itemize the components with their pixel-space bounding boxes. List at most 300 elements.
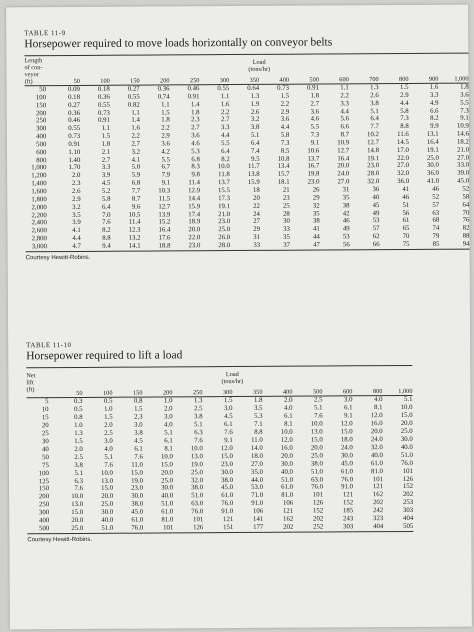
table-cell: 1.8	[460, 83, 469, 91]
table-cell: 12.7	[367, 139, 380, 147]
table-cell: 7.0	[102, 211, 111, 219]
table-cell: 27	[253, 218, 261, 226]
table-cell: 23	[282, 194, 290, 202]
table-cell: 17.4	[188, 210, 201, 218]
table-cell: 1.5	[400, 83, 409, 92]
table-cell: 303	[402, 507, 414, 515]
table-cell: 5.8	[101, 195, 111, 203]
table-number: TABLE 11-10	[26, 341, 72, 350]
table-cell: 30.0	[400, 435, 413, 443]
table-cell: 15.0	[101, 485, 114, 493]
table-cell: 2.9	[161, 132, 170, 140]
column-header: 1,000	[398, 387, 413, 396]
table-cell: 12.0	[280, 436, 293, 444]
table-cell: 10.3	[158, 187, 171, 195]
table-cell: 31	[253, 233, 261, 241]
table-cell: 33	[253, 241, 261, 249]
column-header: 600	[342, 388, 353, 396]
table-cell: 8.2	[102, 226, 111, 235]
row-label: 125	[38, 477, 50, 485]
table-cell: 42	[342, 209, 350, 217]
table-cell: 3.6	[460, 91, 469, 99]
table-cell: 18.1	[277, 178, 290, 186]
table-cell: 121	[223, 516, 234, 524]
table-cell: 11.4	[188, 179, 201, 187]
table-cell: 7.4	[251, 147, 260, 155]
table-cell: 1.9	[250, 100, 260, 108]
table-cell: 126	[312, 499, 324, 507]
table-cell: 37	[283, 241, 291, 249]
table-cell: 5.0	[131, 164, 141, 172]
table-cell: 28.0	[367, 170, 380, 178]
table-cell: 11.4	[128, 218, 141, 227]
table-cell: 2.0	[104, 421, 113, 429]
table-cell: 6.1	[224, 420, 233, 428]
table-cell: 3.8	[194, 413, 203, 421]
table-cell: 10.9	[337, 139, 350, 147]
stub-header-line: Net	[26, 372, 36, 380]
table-cell: 63	[432, 209, 440, 217]
table-cell: 63.0	[191, 500, 204, 508]
table-cell: 0.46	[187, 85, 200, 93]
table-cell: 15.0	[131, 469, 143, 477]
table-cell: 64	[462, 201, 470, 209]
table-cell: 3.6	[191, 132, 200, 140]
table-cell: 58	[462, 193, 470, 201]
table-cell: 24.0	[340, 444, 353, 452]
table-cell: 0.74	[157, 93, 170, 101]
stub-header	[26, 368, 52, 398]
table-cell: 5.1	[250, 131, 260, 139]
table-cell: 2.3	[71, 180, 81, 188]
row-label: 1,400	[31, 180, 47, 188]
table-cell: 2.0	[71, 172, 81, 180]
table-cell: 29	[312, 194, 320, 202]
table-cell: 30.0	[221, 468, 233, 476]
table-cell: 76.0	[191, 508, 204, 516]
table-cell: 15.0	[310, 436, 323, 444]
table-cell: 20.0	[400, 419, 413, 427]
table-cell: 8.2	[221, 155, 230, 163]
table-cell: 82	[462, 224, 470, 232]
table-cell: 126	[402, 475, 414, 483]
table-row	[26, 240, 470, 251]
table-cell: 2.6	[72, 187, 81, 195]
table-cell: 27.0	[250, 460, 263, 468]
row-label: 5	[45, 398, 49, 406]
table-cell: 242	[372, 507, 384, 515]
table-cell: 0.09	[67, 85, 80, 94]
table-cell: 41.0	[427, 177, 440, 185]
table-cell: 10.0	[71, 493, 84, 501]
table-cell: 21.0	[457, 146, 470, 154]
table-cell: 0.73	[277, 84, 290, 92]
column-header: 600	[339, 76, 349, 84]
table-cell: 7.6	[102, 219, 111, 227]
table-cell: 3.8	[250, 124, 260, 132]
table-cell: 14.6	[456, 130, 469, 138]
table-cell: 32.0	[370, 443, 383, 451]
table-cell: 2.0	[164, 405, 173, 413]
table-cell: 35	[312, 210, 320, 218]
table-cell: 0.91	[306, 84, 319, 92]
table-cell: 30.0	[101, 509, 114, 517]
column-header: 200	[160, 77, 170, 85]
table-cell: 81.0	[281, 492, 294, 500]
table-cell: 16.4	[337, 154, 350, 162]
table-cell: 12.9	[188, 187, 201, 195]
table-cell: 5.1	[314, 404, 323, 412]
table-cell: 7.6	[104, 461, 113, 469]
table-cell: 63.0	[311, 476, 324, 484]
table-cell: 66	[372, 241, 380, 249]
table-cell: 0.27	[68, 101, 81, 109]
table-cell: 9.8	[191, 171, 200, 179]
table-cell: 2.9	[72, 195, 81, 203]
table-cell: 12.0	[370, 412, 383, 420]
table-cell: 38	[342, 201, 350, 210]
table-cell: 19.0	[190, 460, 203, 468]
table-cell: 2.2	[280, 100, 290, 108]
table-cell: 2.2	[220, 108, 230, 116]
table-cell: 4.4	[340, 107, 349, 115]
row-label: 3,000	[31, 243, 48, 251]
table-cell: 6.3	[194, 429, 203, 437]
table-cell: 8.1	[164, 445, 173, 453]
table-cell: 1.3	[370, 84, 379, 92]
row-label: 400	[39, 517, 50, 525]
table-cell: 2.7	[220, 116, 230, 124]
load-header-line: Load	[252, 58, 266, 66]
table-cell: 23.0	[131, 485, 144, 493]
table-cell: 2.5	[313, 396, 323, 404]
table-cell: 0.55	[97, 101, 110, 109]
table-cell: 5.9	[131, 171, 141, 179]
table-cell: 51	[402, 201, 410, 209]
table-cell: 404	[373, 523, 384, 531]
table-cell: 15.0	[400, 411, 413, 419]
row-label: 25	[41, 429, 49, 438]
table-cell: 2.7	[101, 156, 111, 164]
row-label: 500	[39, 525, 50, 533]
column-header: 700	[369, 76, 379, 84]
table-cell: 7.7	[131, 187, 141, 195]
table-footnote: Courtesy Hewitt-Robins.	[27, 537, 93, 544]
table-cell: 3.0	[164, 413, 173, 421]
table-cell: 3.6	[280, 116, 290, 124]
table-cell: 1.4	[131, 116, 140, 125]
table-cell: 1.3	[193, 397, 203, 405]
table-cell: 9.6	[131, 203, 141, 211]
column-header: 250	[189, 77, 200, 85]
table-cell: 1.1	[220, 92, 230, 100]
table-cell: 40.0	[281, 468, 293, 476]
table-cell: 101	[312, 491, 324, 499]
table-cell: 32.0	[191, 476, 204, 484]
table-cell: 4.4	[72, 234, 81, 243]
table-cell: 16.0	[280, 444, 293, 452]
table-cell: 13.4	[277, 163, 290, 171]
table-cell: 1.8	[191, 108, 200, 116]
table-cell: 4.2	[161, 148, 170, 156]
table-cell: 3.9	[101, 172, 111, 180]
table-cell: 6.3	[74, 477, 84, 485]
data-table	[26, 365, 413, 535]
table-cell: 10.0	[400, 403, 413, 411]
table-cell: 0.91	[68, 140, 81, 148]
table-cell: 45.0	[131, 508, 144, 517]
table-cell: 31	[342, 186, 350, 194]
table-cell: 30.0	[280, 460, 293, 468]
table-cell: 8.8	[254, 428, 263, 436]
table-cell: 7.6	[314, 412, 323, 420]
load-header-line: (tons/hr)	[221, 377, 244, 386]
table-cell: 4.5	[101, 179, 111, 187]
table-cell: 35.0	[251, 468, 263, 476]
table-cell: 0.91	[187, 93, 200, 101]
table-cell: 45.0	[340, 459, 353, 468]
table-cell: 61.0	[161, 508, 174, 516]
table-cell: 14.0	[250, 444, 263, 452]
table-cell: 1.5	[104, 413, 113, 421]
table-cell: 51.0	[281, 476, 294, 484]
stub-header-line: Length	[24, 57, 43, 65]
table-cell: 30.0	[426, 162, 439, 170]
table-cell: 57	[432, 201, 440, 209]
table-cell: 2.3	[191, 116, 200, 124]
table-cell: 6.4	[221, 147, 230, 155]
table-cell: 202	[372, 499, 384, 507]
table-footnote: Courtesy Hewitt-Robins.	[25, 254, 91, 262]
table-cell: 1.5	[223, 397, 233, 405]
table-cell: 68	[432, 217, 440, 225]
table-cell: 8.8	[400, 123, 409, 131]
row-label: 250	[36, 117, 47, 125]
table-cell: 3.3	[221, 124, 230, 132]
table-cell: 505	[403, 523, 414, 531]
table-cell: 6.4	[250, 139, 260, 147]
table-cell: 32	[312, 202, 320, 210]
table-cell: 5.5	[161, 156, 170, 164]
table-cell: 101	[402, 467, 413, 475]
table-cell: 20.0	[337, 162, 350, 170]
load-header-line: Load	[225, 371, 239, 379]
table-cell: 25.0	[400, 427, 413, 435]
row-label: 15	[41, 414, 49, 422]
table-cell: 1.4	[190, 100, 200, 108]
table-cell: 5.2	[101, 187, 111, 195]
table-cell: 56	[342, 241, 350, 249]
column-header: 500	[309, 76, 319, 84]
table-cell: 3.9	[72, 219, 81, 227]
table-cell: 23.0	[218, 218, 231, 226]
table-cell: 5.1	[74, 469, 83, 477]
table-cell: 5.3	[254, 412, 263, 420]
table-cell: 126	[193, 524, 204, 532]
table-cell: 3.8	[134, 429, 143, 437]
table-cell: 76	[462, 216, 470, 224]
table-cell: 2.2	[340, 92, 349, 100]
table-cell: 16.4	[426, 138, 439, 146]
table-cell: 4.5	[224, 412, 233, 420]
table-cell: 8.3	[191, 163, 200, 171]
table-cell: 5.1	[104, 453, 113, 461]
table-cell: 5.5	[460, 99, 469, 107]
column-header: 900	[428, 75, 439, 83]
table-cell: 10.0	[101, 469, 113, 477]
stub-header	[24, 56, 50, 86]
column-header: 800	[399, 75, 409, 84]
table-cell: 1.5	[74, 437, 83, 445]
table-cell: 2.1	[101, 148, 111, 156]
table-cell: 18.9	[188, 218, 201, 226]
table-cell: 29	[253, 226, 261, 234]
row-label: 75	[42, 461, 49, 469]
table-cell: 28.0	[218, 241, 231, 249]
table-cell: 20	[253, 194, 260, 202]
table-cell: 20.0	[310, 444, 323, 452]
row-label: 1,000	[31, 164, 47, 172]
table-cell: 27.0	[397, 162, 410, 170]
table-cell: 57	[372, 225, 380, 233]
table-cell: 6.8	[191, 155, 200, 163]
table-cell: 4.9	[429, 99, 439, 107]
table-cell: 8.8	[102, 234, 111, 242]
column-header: 1,000	[454, 75, 469, 83]
table-cell: 32.0	[397, 170, 410, 178]
row-label: 50	[42, 453, 49, 461]
table-cell: 38	[312, 217, 320, 225]
column-header: 400	[282, 388, 293, 396]
table-cell: 152	[312, 507, 324, 515]
table-cell: 36.0	[397, 178, 410, 186]
table-cell: 9.1	[460, 114, 469, 123]
table-cell: 17.6	[158, 234, 171, 242]
table-cell: 323	[373, 515, 384, 523]
row-label: 40	[41, 445, 49, 453]
table-cell: 6.6	[430, 107, 439, 115]
table-cell: 13.0	[71, 501, 84, 509]
table-cell: 19.1	[367, 154, 380, 162]
table-cell: 2.6	[250, 108, 260, 116]
column-header: 100	[102, 389, 113, 397]
table-cell: 2.3	[134, 413, 143, 421]
table-cell: 2.7	[131, 140, 141, 148]
table-cell: 243	[343, 515, 354, 523]
table-cell: 101	[193, 516, 204, 524]
stub-header-line: lift	[26, 379, 34, 387]
column-header: 350	[252, 388, 263, 396]
table-cell: 46	[402, 193, 410, 201]
row-label: 30	[41, 437, 49, 445]
table-cell: 3.0	[343, 396, 353, 404]
table-cell: 18	[252, 186, 260, 194]
table-cell: 94	[462, 240, 470, 248]
table-cell: 35	[342, 194, 350, 202]
table-cell: 36	[372, 186, 380, 194]
table-cell: 13.7	[217, 179, 230, 187]
table-cell: 19.0	[131, 477, 144, 485]
table-cell: 0.36	[157, 85, 170, 93]
table-cell: 11.6	[397, 131, 409, 139]
table-cell: 404	[403, 515, 414, 523]
table-cell: 91.0	[341, 483, 354, 491]
column-header: 50	[73, 77, 80, 86]
table-cell: 6.4	[370, 115, 379, 123]
table-cell: 16.0	[370, 419, 383, 428]
table-cell: 1.1	[101, 125, 111, 133]
table-cell: 19.1	[426, 146, 439, 154]
column-header: 300	[222, 389, 233, 397]
table-cell: 5.1	[403, 395, 413, 403]
table-cell: 10.5	[128, 211, 141, 219]
table-cell: 5.6	[340, 115, 350, 123]
table-cell: 20.0	[280, 452, 293, 460]
table-cell: 76.0	[400, 459, 413, 467]
table-cell: 23.0	[220, 460, 233, 468]
table-cell: 4.7	[72, 242, 81, 250]
table-cell: 61.0	[131, 516, 144, 524]
table-cell: 4.4	[280, 123, 290, 131]
table-cell: 10.0	[217, 163, 230, 171]
table-cell: 0.55	[127, 93, 140, 101]
table-cell: 4.0	[164, 421, 173, 429]
table-cell: 13.2	[128, 234, 141, 242]
table-cell: 1.70	[68, 164, 81, 172]
table-cell: 1.8	[253, 396, 263, 404]
table-cell: 44.0	[251, 476, 264, 484]
table-cell: 38.0	[221, 476, 234, 484]
table-cell: 32.0	[367, 178, 380, 186]
table-cell: 44	[313, 233, 320, 241]
table-cell: 22	[253, 202, 260, 210]
table-cell: 25.0	[218, 226, 231, 234]
table-cell: 40.0	[370, 451, 383, 459]
table-cell: 1.6	[429, 83, 439, 91]
table-cell: 152	[402, 483, 414, 491]
row-label: 1,200	[31, 172, 47, 180]
table-cell: 9.9	[430, 122, 439, 131]
table-cell: 49	[372, 209, 380, 217]
table-cell: 5.1	[164, 429, 173, 437]
table-cell: 4.0	[284, 404, 293, 412]
table-cell: 35	[283, 233, 290, 241]
table-cell: 30.0	[161, 484, 174, 492]
table-cell: 3.3	[101, 164, 111, 172]
table-cell: 20.0	[370, 427, 383, 436]
table-cell: 5.5	[310, 123, 320, 131]
table-cell: 4.5	[134, 437, 143, 445]
table-cell: 61.0	[341, 467, 353, 475]
table-title: Horsepower required to lift a load	[26, 349, 183, 363]
table-cell: 40.0	[400, 443, 413, 451]
table-cell: 13.9	[158, 210, 171, 218]
table-cell: 1.0	[74, 421, 83, 429]
table-cell: 141	[253, 516, 264, 524]
table-cell: 62	[372, 233, 380, 241]
table-cell: 23.0	[307, 178, 320, 186]
table-cell: 3.0	[104, 437, 113, 445]
row-label: 300	[38, 509, 50, 517]
table-cell: 9.1	[224, 436, 233, 444]
table-cell: 20.0	[71, 517, 84, 525]
table-cell: 18.8	[158, 242, 171, 250]
table-cell: 6.1	[284, 412, 293, 420]
table-number: TABLE 11-9	[24, 29, 66, 38]
table-cell: 10.0	[310, 420, 323, 428]
table-cell: 38.0	[310, 460, 323, 468]
row-label: 600	[36, 148, 47, 156]
